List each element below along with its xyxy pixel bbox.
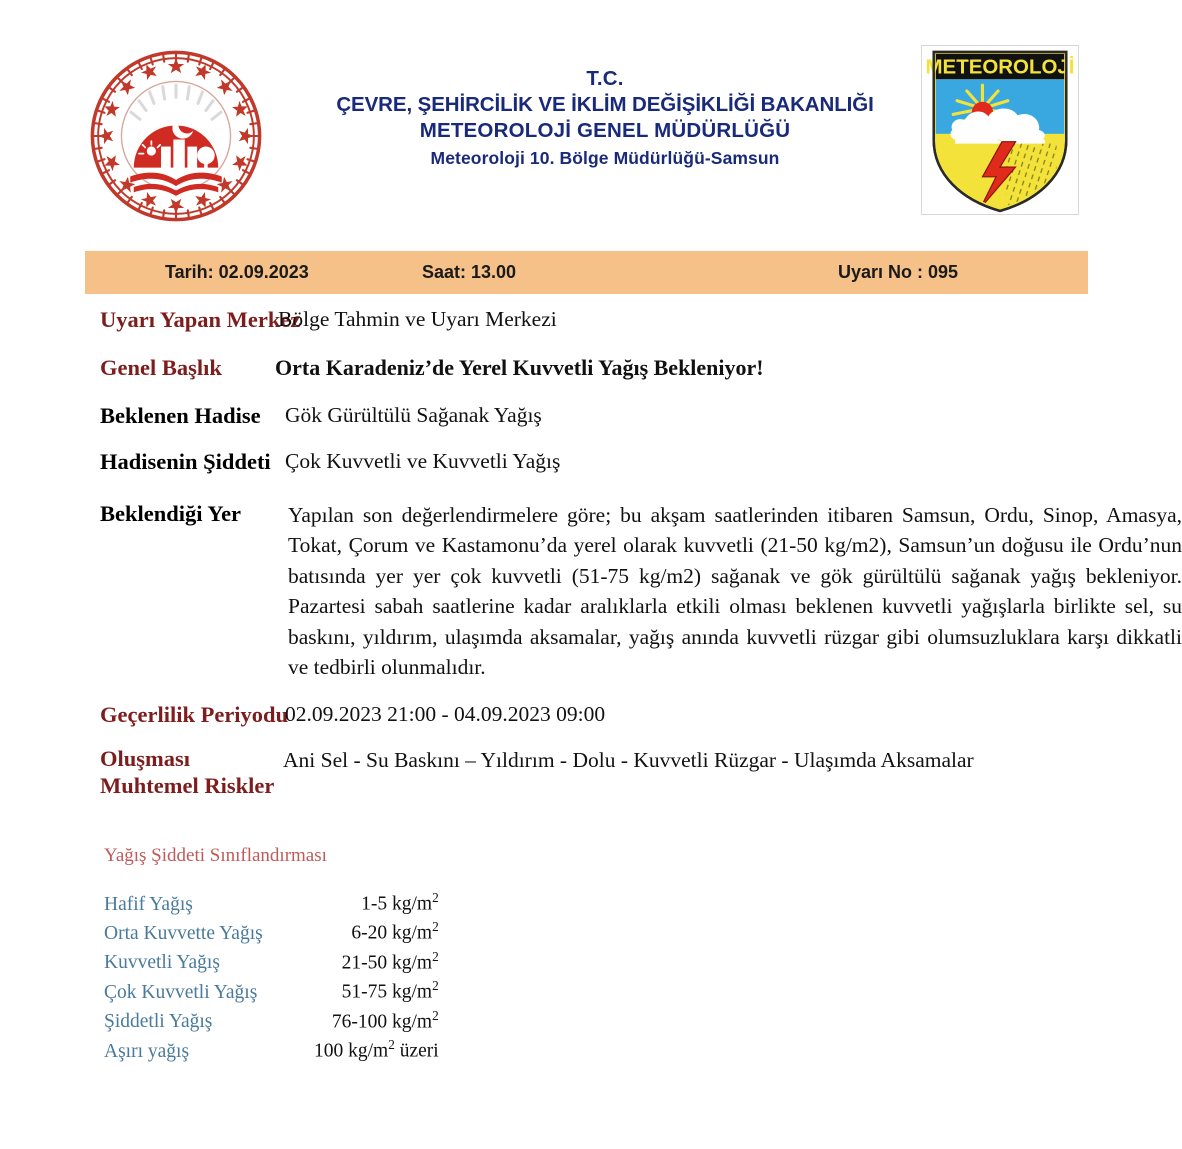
issuing-center-label: Uyarı Yapan Merkez xyxy=(100,307,301,332)
warning-date: Tarih: 02.09.2023 xyxy=(165,262,309,282)
possible-risks-value: Ani Sel - Su Baskını – Yıldırım - Dolu - Kuvvetli Rüzgar - Ulaşımda Aksamalar xyxy=(283,747,974,772)
expected-event-label: Beklenen Hadise xyxy=(100,402,261,428)
location-value: Yapılan son değerlendirmelere göre; bu akşam saatlerinden itibaren Samsun, Ordu, Sinop, Amasya, Tokat, Çorum ve Kastamonu’da yerel olarak kuvvetli (21-50 kg/m2), Samsun’un doğusu ile Ordu’nun batısında yer yer çok kuvvetli (51-75 kg/m2) sağanak ve gök gürültülü sağanak yağış bekleniyor. Pazartesi sabah saatlerine kadar aralıklarla etkili olması beklenen kuvvetli yağışlarla birlikte sel, su baskını, yıldırım, ulaşımda aksamalar, yağış anında kuvvetli rüzgar gibi olumsuzluklara karşı dikkatli ve tedbirli olunmalıdır. xyxy=(288,502,1182,680)
legend-value-sup: 2 xyxy=(432,919,439,935)
field-row-severity xyxy=(0,448,1182,476)
legend-value-sup: 2 xyxy=(432,890,439,905)
legend-category-name: Aşırı yağış xyxy=(104,1040,190,1062)
legend-category-name: Çok Kuvvetli Yağış xyxy=(104,981,258,1003)
expected-event-value: Gök Gürültülü Sağanak Yağış xyxy=(285,402,542,427)
meteoroloji-logo-text: METEOROLOJİ xyxy=(925,55,1075,79)
possible-risks-label: Oluşması Muhtemel Riskler xyxy=(100,745,275,799)
header-line-directorate: METEOROLOJİ GENEL MÜDÜRLÜĞÜ xyxy=(419,119,791,143)
validity-period-value: 02.09.2023 21:00 - 04.09.2023 09:00 xyxy=(285,701,606,726)
header-line-tc: T.C. xyxy=(586,67,624,90)
meteoroloji-logo xyxy=(921,45,1079,215)
validity-period-label: Geçerlilik Periyodu xyxy=(100,701,289,727)
field-row-validity-period xyxy=(0,701,1182,729)
legend-category-name: Hafif Yağış xyxy=(104,893,193,915)
legend-table-body xyxy=(104,889,439,1066)
field-row-general-title xyxy=(0,354,1182,382)
legend-row xyxy=(104,977,439,1006)
warning-number: Uyarı No : 095 xyxy=(838,262,959,282)
legend-row xyxy=(104,918,439,947)
ministry-title-block xyxy=(300,66,910,169)
legend-category-value xyxy=(314,948,439,977)
legend-title: Yağış Şiddeti Sınıflandırması xyxy=(104,845,327,866)
legend-category-name: Şiddetli Yağış xyxy=(104,1011,213,1033)
field-row-possible-risks xyxy=(0,745,1182,801)
legend-value-suffix: üzeri xyxy=(394,1040,439,1062)
field-row-issuing-center xyxy=(0,306,1182,334)
general-title-label: Genel Başlık xyxy=(100,354,222,380)
warning-details xyxy=(0,306,1182,800)
field-row-location xyxy=(0,500,1182,683)
issuing-center-value: Bölge Tahmin ve Uyarı Merkezi xyxy=(278,307,557,331)
turkish-republic-ministry-emblem xyxy=(88,48,264,224)
legend-value-text: 1-5 kg/m xyxy=(361,893,433,915)
severity-label: Hadisenin Şiddeti xyxy=(100,448,271,474)
general-title-value: Orta Karadeniz’de Yerel Kuvvetli Yağış Bekleniyor! xyxy=(275,354,764,380)
legend-row xyxy=(104,1036,439,1065)
legend-category-value xyxy=(314,977,439,1006)
legend-value-text: 100 kg/m xyxy=(314,1040,389,1062)
legend-category-value xyxy=(314,1007,439,1036)
legend-category-name: Orta Kuvvette Yağış xyxy=(104,922,263,944)
location-label: Beklendiği Yer xyxy=(100,500,242,526)
legend-category-name: Kuvvetli Yağış xyxy=(104,952,220,974)
header-line-ministry: ÇEVRE, ŞEHİRCİLİK VE İKLİM DEĞİŞİKLİĞİ BAKANLIĞI xyxy=(336,93,874,117)
legend-value-sup: 2 xyxy=(432,948,439,964)
legend-value-text: 76-100 kg/m xyxy=(331,1011,433,1033)
legend-value-sup: 2 xyxy=(432,978,439,994)
legend-value-sup: 2 xyxy=(388,1037,395,1053)
legend-row xyxy=(104,1007,439,1036)
legend-value-text: 51-75 kg/m xyxy=(341,981,433,1003)
legend-table xyxy=(104,889,439,1066)
warning-time: Saat: 13.00 xyxy=(422,262,517,282)
document-header xyxy=(0,0,1182,232)
legend-row xyxy=(104,889,439,918)
precipitation-intensity-legend xyxy=(104,845,439,1066)
legend-row xyxy=(104,948,439,977)
legend-category-value xyxy=(314,1036,439,1065)
field-row-expected-event xyxy=(0,402,1182,430)
legend-value-sup: 2 xyxy=(432,1007,439,1023)
legend-value-text: 21-50 kg/m xyxy=(341,952,433,974)
header-line-region: Meteoroloji 10. Bölge Müdürlüğü-Samsun xyxy=(430,147,780,168)
legend-value-text: 6-20 kg/m xyxy=(351,922,433,944)
severity-value: Çok Kuvvetli ve Kuvvetli Yağış xyxy=(285,448,561,473)
legend-category-value xyxy=(314,918,439,947)
warning-info-bar xyxy=(85,251,1088,294)
legend-category-value xyxy=(314,889,439,918)
